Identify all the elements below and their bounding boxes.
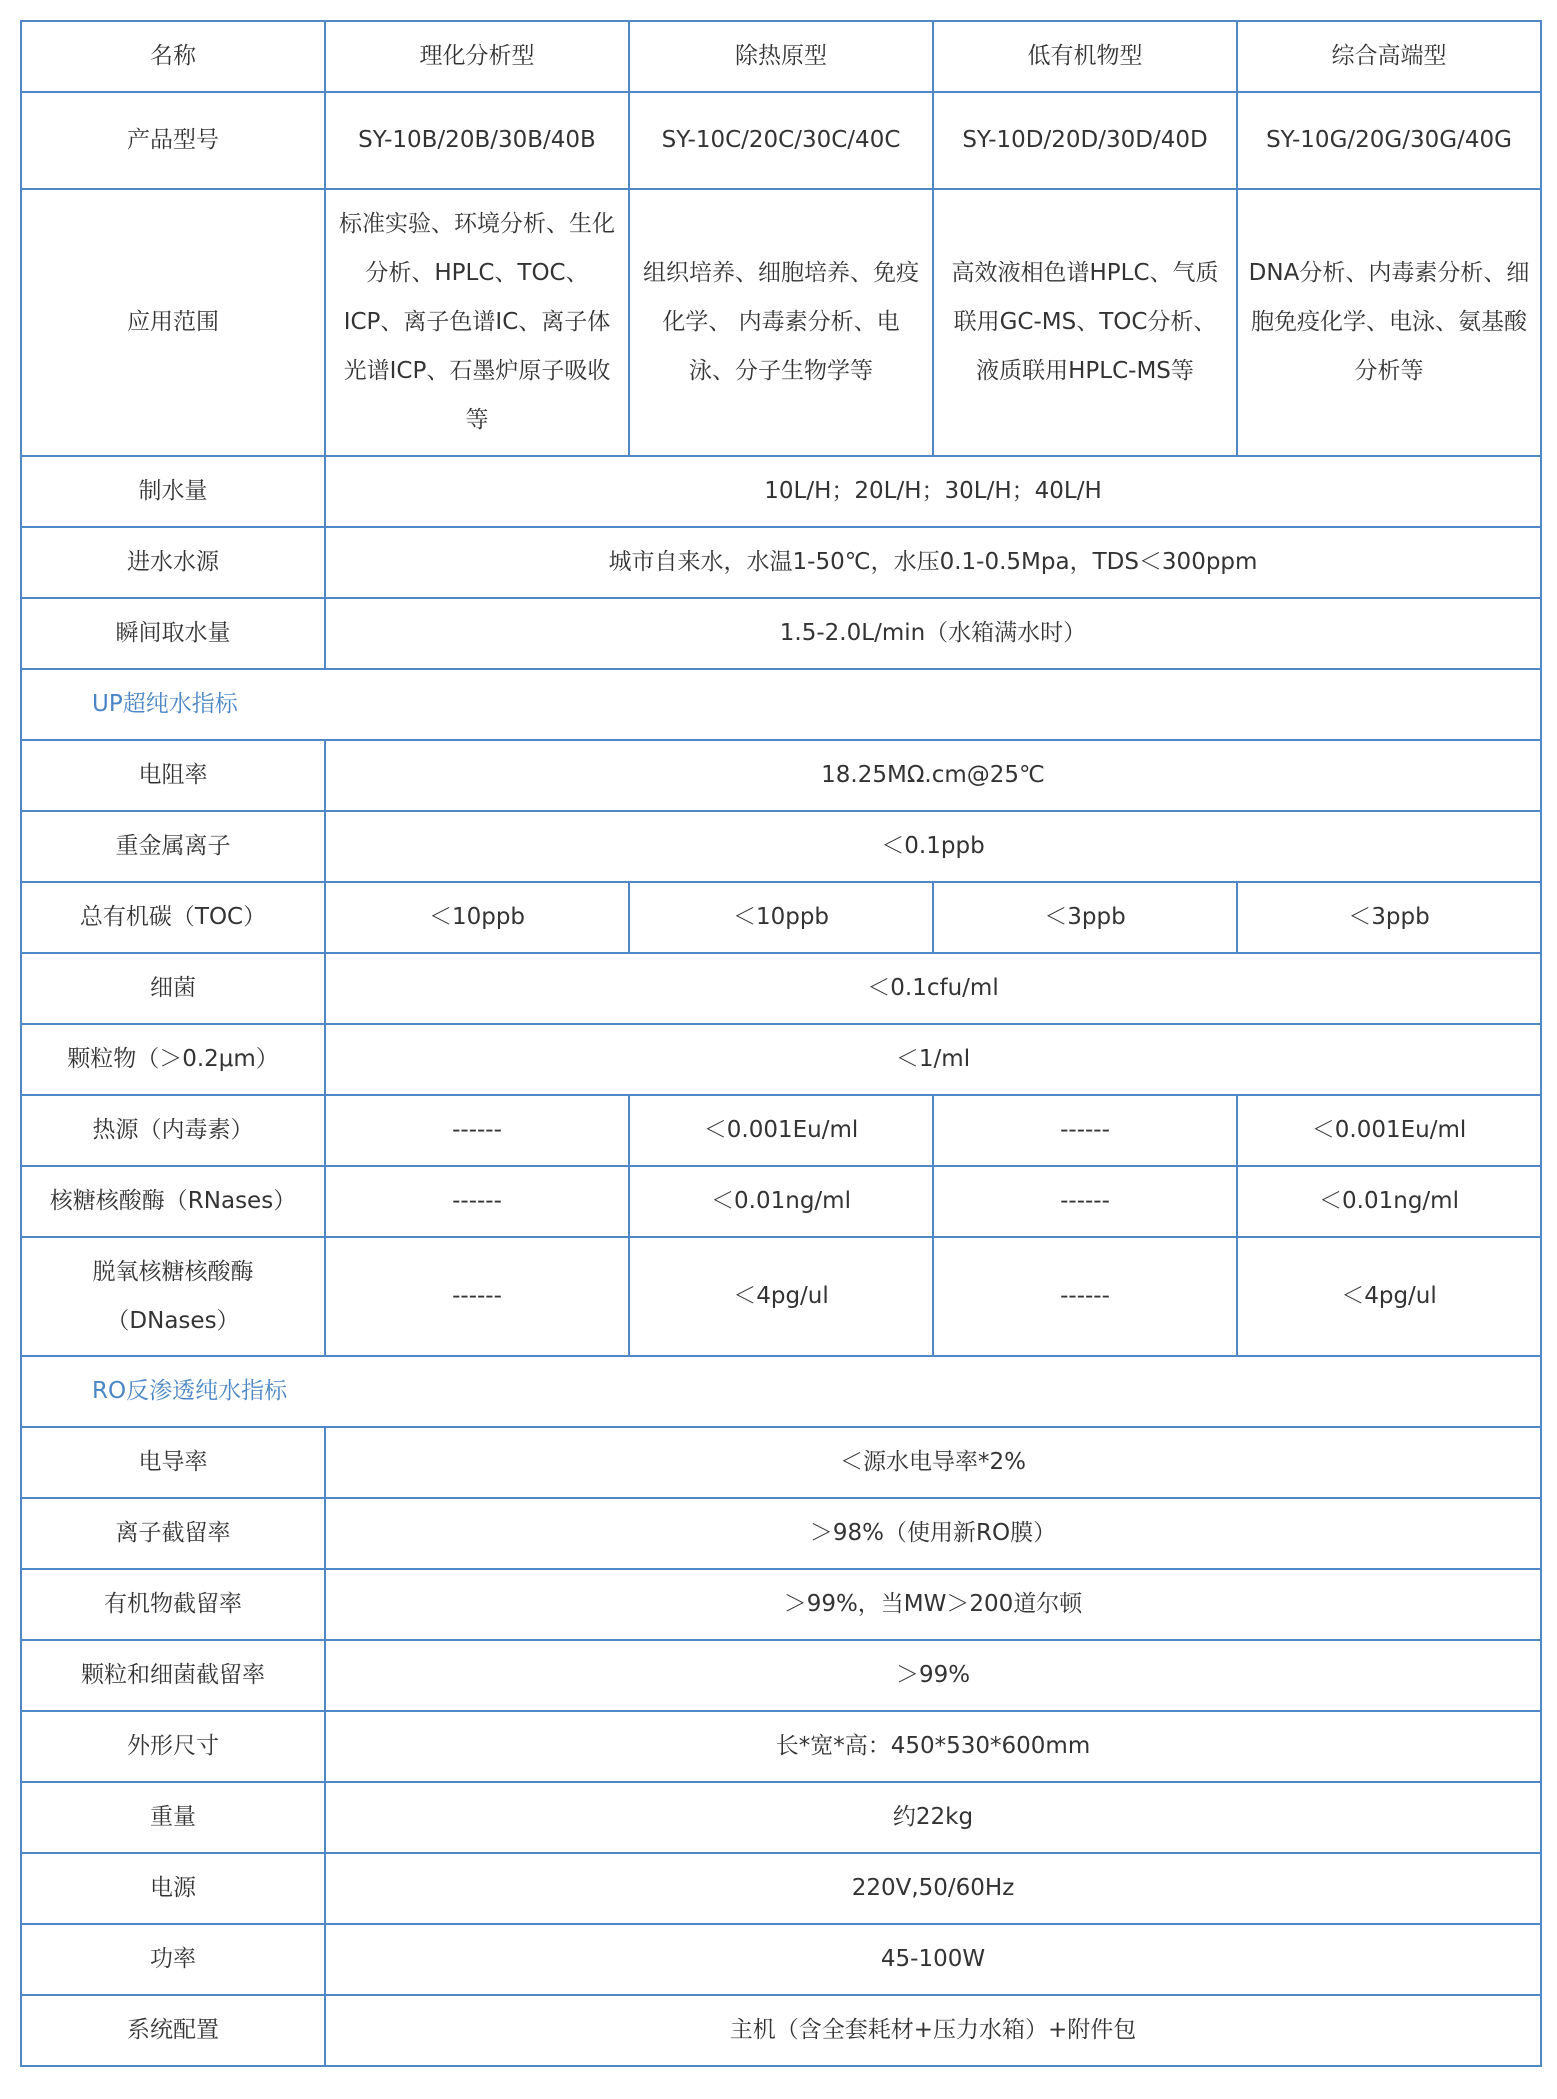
- row-label: 颗粒物（＞0.2μm）: [21, 1024, 325, 1095]
- row-label: 功率: [21, 1924, 325, 1995]
- dnases-cell: ＜4pg/ul: [629, 1237, 933, 1356]
- row-label: 有机物截留率: [21, 1569, 325, 1640]
- up-section-row: [21, 669, 1541, 740]
- rnases-cell: ＜0.01ng/ml: [1237, 1166, 1541, 1237]
- inlet-value: 城市自来水，水温1-50℃，水压0.1-0.5Mpa，TDS＜300ppm: [325, 527, 1541, 598]
- resistivity-row: [21, 740, 1541, 811]
- heavy-metal-row: [21, 811, 1541, 882]
- row-label: 离子截留率: [21, 1498, 325, 1569]
- flow-value: 1.5-2.0L/min（水箱满水时）: [325, 598, 1541, 669]
- row-label: 制水量: [21, 456, 325, 527]
- config-value: 主机（含全套耗材+压力水箱）+附件包: [325, 1995, 1541, 2066]
- pyrogen-cell: ------: [325, 1095, 629, 1166]
- spec-table: [20, 20, 1542, 2067]
- particle-rejection-row: [21, 1640, 1541, 1711]
- conductivity-value: ＜源水电导率*2%: [325, 1427, 1541, 1498]
- power-supply-value: 220V,50/60Hz: [325, 1853, 1541, 1924]
- pyrogen-row: [21, 1095, 1541, 1166]
- conductivity-row: [21, 1427, 1541, 1498]
- application-cell: DNA分析、内毒素分析、细胞免疫化学、电泳、氨基酸分析等: [1237, 189, 1541, 456]
- power-value: 45-100W: [325, 1924, 1541, 1995]
- row-label: 产品型号: [21, 92, 325, 189]
- row-label: 重量: [21, 1782, 325, 1853]
- row-label: 外形尺寸: [21, 1711, 325, 1782]
- bacteria-row: [21, 953, 1541, 1024]
- pyrogen-cell: ＜0.001Eu/ml: [629, 1095, 933, 1166]
- row-label: 电源: [21, 1853, 325, 1924]
- power-row: [21, 1924, 1541, 1995]
- row-label: 应用范围: [21, 189, 325, 456]
- rnases-cell: ------: [933, 1166, 1237, 1237]
- application-cell: 高效液相色谱HPLC、气质联用GC-MS、TOC分析、液质联用HPLC-MS等: [933, 189, 1237, 456]
- ion-rejection-value: ＞98%（使用新RO膜）: [325, 1498, 1541, 1569]
- toc-cell: ＜10ppb: [629, 882, 933, 953]
- toc-row: [21, 882, 1541, 953]
- row-label: 系统配置: [21, 1995, 325, 2066]
- pyrogen-cell: ------: [933, 1095, 1237, 1166]
- particles-row: [21, 1024, 1541, 1095]
- pyrogen-cell: ＜0.001Eu/ml: [1237, 1095, 1541, 1166]
- rnases-cell: ------: [325, 1166, 629, 1237]
- model-row: [21, 92, 1541, 189]
- ro-section-row: [21, 1356, 1541, 1427]
- toc-cell: ＜3ppb: [1237, 882, 1541, 953]
- row-label: 重金属离子: [21, 811, 325, 882]
- capacity-value: 10L/H；20L/H；30L/H；40L/H: [325, 456, 1541, 527]
- row-label: 核糖核酸酶（RNases）: [21, 1166, 325, 1237]
- resistivity-value: 18.25MΩ.cm@25℃: [325, 740, 1541, 811]
- header-physchem: 理化分析型: [325, 21, 629, 92]
- ion-rejection-row: [21, 1498, 1541, 1569]
- model-cell: SY-10G/20G/30G/40G: [1237, 92, 1541, 189]
- row-label: 颗粒和细菌截留率: [21, 1640, 325, 1711]
- toc-cell: ＜3ppb: [933, 882, 1237, 953]
- header-row: [21, 21, 1541, 92]
- inlet-row: [21, 527, 1541, 598]
- weight-row: [21, 1782, 1541, 1853]
- row-label: 热源（内毒素）: [21, 1095, 325, 1166]
- power-supply-row: [21, 1853, 1541, 1924]
- ro-section-title: RO反渗透纯水指标: [21, 1356, 1541, 1427]
- row-label: 电导率: [21, 1427, 325, 1498]
- dimensions-value: 长*宽*高：450*530*600mm: [325, 1711, 1541, 1782]
- application-cell: 标准实验、环境分析、生化分析、HPLC、TOC、ICP、离子色谱IC、离子体光谱ICP、石墨炉原子吸收等: [325, 189, 629, 456]
- flow-row: [21, 598, 1541, 669]
- application-row: [21, 189, 1541, 456]
- weight-value: 约22kg: [325, 1782, 1541, 1853]
- row-label: 总有机碳（TOC）: [21, 882, 325, 953]
- row-label: 脱氧核糖核酸酶（DNases）: [21, 1237, 325, 1356]
- header-premium: 综合高端型: [1237, 21, 1541, 92]
- model-cell: SY-10C/20C/30C/40C: [629, 92, 933, 189]
- config-row: [21, 1995, 1541, 2066]
- dnases-cell: ------: [325, 1237, 629, 1356]
- row-label: 细菌: [21, 953, 325, 1024]
- dnases-cell: ------: [933, 1237, 1237, 1356]
- row-label: 进水水源: [21, 527, 325, 598]
- toc-cell: ＜10ppb: [325, 882, 629, 953]
- organic-rejection-value: ＞99%，当MW＞200道尔顿: [325, 1569, 1541, 1640]
- row-label: 电阻率: [21, 740, 325, 811]
- particle-rejection-value: ＞99%: [325, 1640, 1541, 1711]
- capacity-row: [21, 456, 1541, 527]
- header-low-organic: 低有机物型: [933, 21, 1237, 92]
- header-pyrogen-free: 除热原型: [629, 21, 933, 92]
- header-name: 名称: [21, 21, 325, 92]
- heavy-metal-value: ＜0.1ppb: [325, 811, 1541, 882]
- model-cell: SY-10B/20B/30B/40B: [325, 92, 629, 189]
- bacteria-value: ＜0.1cfu/ml: [325, 953, 1541, 1024]
- model-cell: SY-10D/20D/30D/40D: [933, 92, 1237, 189]
- rnases-cell: ＜0.01ng/ml: [629, 1166, 933, 1237]
- dimensions-row: [21, 1711, 1541, 1782]
- dnases-cell: ＜4pg/ul: [1237, 1237, 1541, 1356]
- application-cell: 组织培养、细胞培养、免疫化学、 内毒素分析、电泳、分子生物学等: [629, 189, 933, 456]
- up-section-title: UP超纯水指标: [21, 669, 1541, 740]
- rnases-row: [21, 1166, 1541, 1237]
- particles-value: ＜1/ml: [325, 1024, 1541, 1095]
- organic-rejection-row: [21, 1569, 1541, 1640]
- row-label: 瞬间取水量: [21, 598, 325, 669]
- dnases-row: [21, 1237, 1541, 1356]
